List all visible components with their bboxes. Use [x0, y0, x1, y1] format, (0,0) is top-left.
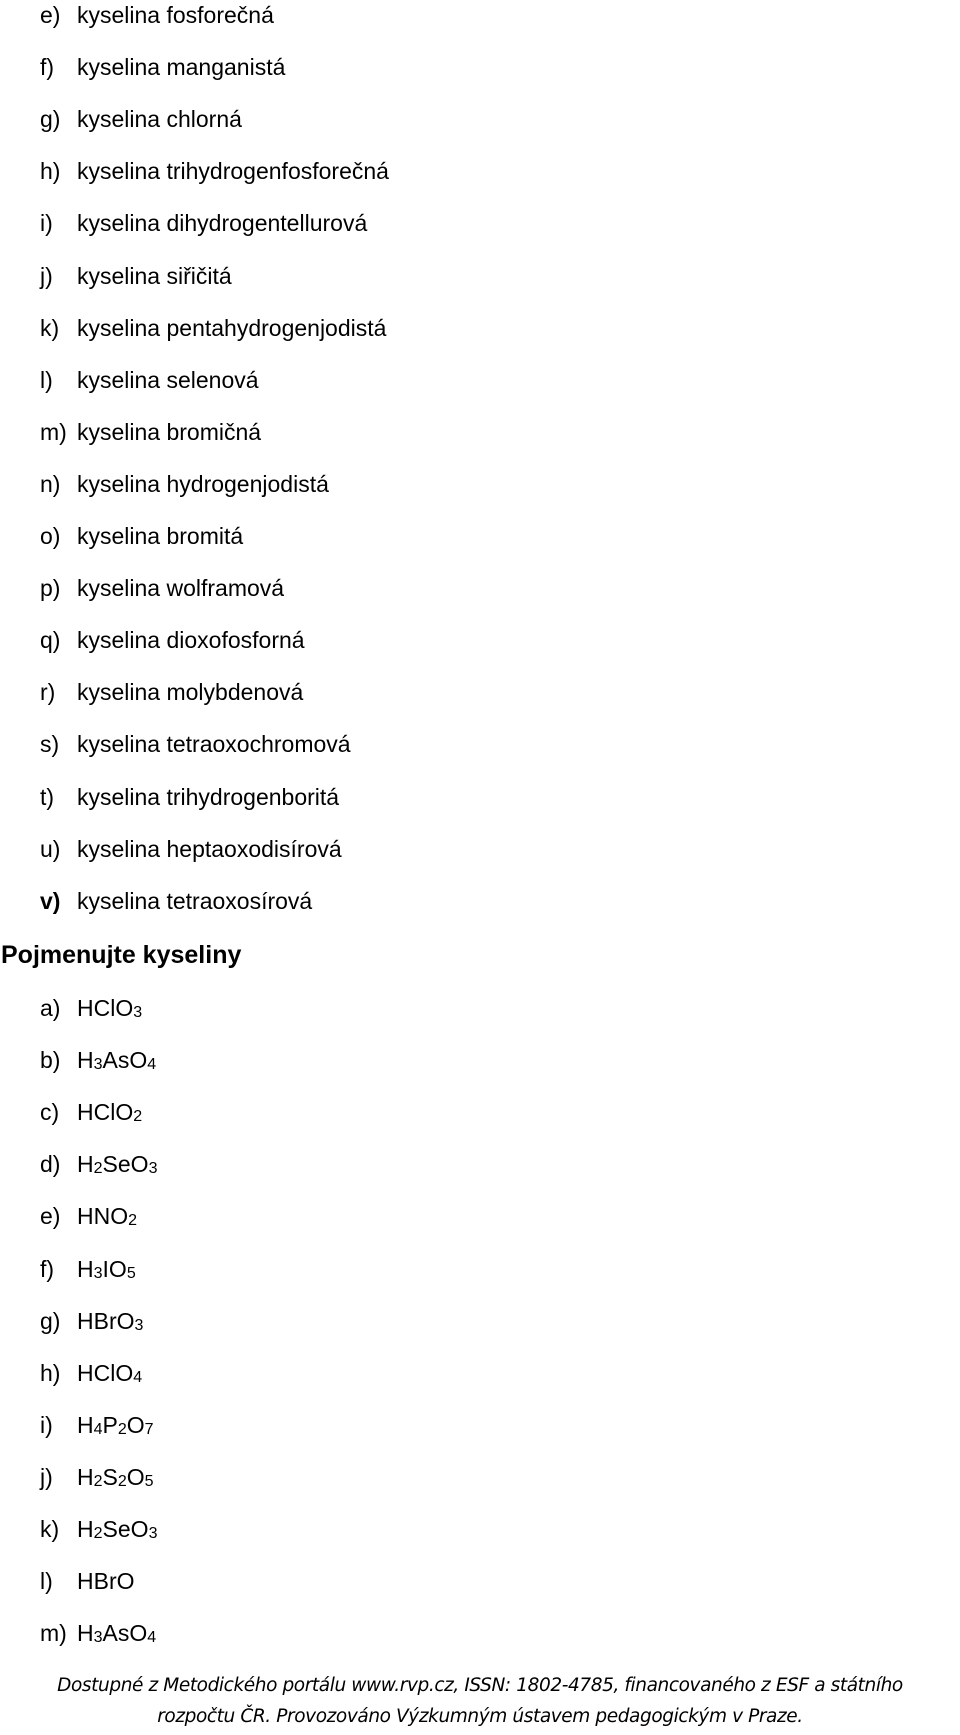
formula-subscript: 4 — [93, 1420, 103, 1438]
formula-subscript: 2 — [133, 1108, 143, 1126]
list-item — [40, 156, 389, 186]
formula-symbol: HBrO — [77, 1568, 135, 1595]
list-item — [40, 1045, 156, 1075]
formula-symbol: O — [126, 1463, 145, 1490]
item-letter: k) — [40, 314, 60, 341]
formula-subscript: 2 — [93, 1472, 103, 1490]
formula-subscript: 2 — [93, 1160, 103, 1178]
formula-symbol: HClO — [77, 995, 134, 1021]
formula-symbol: H — [77, 1463, 94, 1490]
item-letter: l) — [40, 1568, 53, 1595]
footer-line-1: Dostupné z Metodického portálu www.rvp.cz, ISSN: 1802-4785, financovaného z ESF a státního — [57, 1675, 903, 1696]
list-item — [40, 625, 305, 655]
acid-name: kyselina trihydrogenboritá — [77, 783, 340, 810]
item-letter: m) — [40, 418, 67, 445]
chemical-formula — [77, 1462, 154, 1497]
formula-symbol: H — [77, 1255, 94, 1282]
formula-subscript: 3 — [148, 1525, 158, 1542]
list-item — [40, 1254, 136, 1284]
formula-symbol: HClO — [77, 1099, 134, 1126]
chemical-formula — [77, 1149, 157, 1184]
acid-name: kyselina chlorná — [77, 106, 242, 133]
list-item — [40, 313, 386, 343]
item-letter: i) — [40, 210, 53, 237]
list-item — [40, 1149, 157, 1179]
item-letter: g) — [40, 1307, 61, 1334]
list-item — [40, 521, 243, 551]
list-item — [40, 886, 312, 916]
item-letter: a) — [40, 995, 61, 1021]
acid-name: kyselina fosforečná — [77, 2, 274, 28]
chemical-formula — [77, 1201, 137, 1236]
formula-subscript: 7 — [144, 1420, 154, 1438]
chemical-formula — [77, 1410, 154, 1445]
list-item — [40, 573, 284, 603]
formula-symbol: H — [77, 1151, 94, 1178]
item-letter: h) — [40, 1359, 61, 1386]
chemical-formula — [77, 1254, 136, 1289]
acid-name: kyselina hydrogenjodistá — [77, 470, 329, 497]
item-letter: i) — [40, 1411, 53, 1438]
list-item — [40, 1618, 156, 1648]
item-letter: f) — [40, 1255, 55, 1282]
item-letter: v) — [40, 887, 61, 914]
item-letter: c) — [40, 1099, 60, 1126]
item-letter: f) — [40, 54, 55, 81]
acid-name: kyselina dioxofosforná — [77, 627, 305, 654]
list-item — [40, 834, 342, 864]
item-letter: e) — [40, 1203, 61, 1230]
item-letter: u) — [40, 835, 61, 862]
formula-symbol: P — [102, 1411, 118, 1438]
item-letter: s) — [40, 731, 60, 758]
list-item — [40, 1306, 143, 1336]
formula-subscript: 3 — [148, 1160, 158, 1178]
chemical-formula — [77, 1566, 135, 1596]
list-item — [40, 993, 142, 1023]
acid-name: kyselina tetraoxochromová — [77, 731, 351, 758]
item-letter: d) — [40, 1151, 61, 1178]
formula-symbol: H — [77, 1516, 94, 1542]
list-item — [40, 1462, 154, 1492]
item-letter: b) — [40, 1047, 61, 1074]
item-letter: e) — [40, 2, 61, 28]
formula-symbol: AsO — [102, 1047, 148, 1074]
chemical-formula — [77, 1306, 143, 1341]
item-letter: o) — [40, 523, 61, 549]
page-footer — [0, 1670, 960, 1732]
item-letter: r) — [40, 679, 56, 706]
formula-symbol: H — [77, 1047, 94, 1074]
formula-subscript: 4 — [147, 1629, 157, 1647]
formula-subscript: 2 — [93, 1525, 103, 1542]
item-letter: l) — [40, 366, 53, 393]
formula-subscript: 5 — [144, 1472, 154, 1490]
formula-symbol: S — [102, 1463, 118, 1490]
formula-subscript: 2 — [117, 1472, 127, 1490]
acid-name: kyselina tetraoxosírová — [77, 887, 313, 914]
chemical-formula — [77, 1097, 142, 1132]
item-letter: m) — [40, 1620, 67, 1647]
list-item — [40, 729, 351, 759]
formula-subscript: 3 — [93, 1264, 103, 1282]
item-letter: j) — [40, 262, 53, 289]
list-item — [40, 1358, 142, 1388]
formula-symbol: HBrO — [77, 1307, 135, 1334]
acid-name: kyselina trihydrogenfosforečná — [77, 158, 389, 185]
formula-subscript: 4 — [133, 1368, 143, 1386]
item-letter: q) — [40, 627, 61, 654]
formula-symbol: AsO — [102, 1620, 148, 1647]
list-item — [40, 0, 274, 30]
list-item — [40, 417, 261, 447]
list-item — [40, 782, 339, 812]
acid-name: kyselina wolframová — [77, 575, 285, 602]
formula-symbol: H — [77, 1411, 94, 1438]
formula-subscript: 3 — [93, 1056, 103, 1074]
chemical-formula — [77, 1514, 157, 1549]
list-item — [40, 52, 285, 82]
chemical-formula — [77, 1045, 156, 1080]
formula-subscript: 5 — [126, 1264, 136, 1282]
section-heading: Pojmenujte kyseliny — [1, 941, 242, 969]
acid-name: kyselina molybdenová — [77, 679, 304, 706]
item-letter: g) — [40, 106, 61, 133]
item-letter: h) — [40, 158, 61, 185]
list-item — [40, 1514, 157, 1544]
formula-symbol: SeO — [102, 1516, 149, 1542]
formula-symbol: IO — [102, 1255, 127, 1282]
formula-symbol: HClO — [77, 1359, 134, 1386]
list-item — [40, 208, 367, 238]
list-item — [40, 261, 232, 291]
formula-symbol: H — [77, 1620, 94, 1647]
acid-name: kyselina pentahydrogenjodistá — [77, 314, 387, 341]
acid-name: kyselina dihydrogentellurová — [77, 210, 368, 237]
acid-name: kyselina bromitá — [77, 523, 244, 549]
list-item — [40, 1201, 137, 1231]
formula-subscript: 3 — [93, 1629, 103, 1647]
list-item — [40, 1097, 142, 1127]
chemical-formula — [77, 993, 142, 1028]
formula-subscript: 3 — [134, 1316, 144, 1334]
acid-name: kyselina heptaoxodisírová — [77, 835, 342, 862]
formula-subscript: 4 — [147, 1056, 157, 1074]
chemical-formula — [77, 1618, 156, 1653]
formula-subscript: 3 — [133, 1004, 143, 1021]
acid-name: kyselina siřičitá — [77, 262, 232, 289]
list-item — [40, 1566, 135, 1596]
item-letter: t) — [40, 783, 55, 810]
acid-name: kyselina bromičná — [77, 418, 262, 445]
list-item — [40, 104, 242, 134]
list-item — [40, 365, 259, 395]
item-letter: p) — [40, 575, 61, 602]
list-item — [40, 677, 303, 707]
item-letter: j) — [40, 1463, 53, 1490]
formula-subscript: 2 — [128, 1212, 138, 1230]
acid-name: kyselina manganistá — [77, 54, 286, 81]
acid-name: kyselina selenová — [77, 366, 259, 393]
list-item — [40, 469, 329, 499]
formula-subscript: 2 — [117, 1420, 127, 1438]
chemical-formula — [77, 1358, 142, 1393]
footer-line-2: rozpočtu ČR. Provozováno Výzkumným ústavem pedagogickým v Praze. — [157, 1706, 803, 1727]
list-item — [40, 1410, 154, 1440]
formula-symbol: O — [126, 1411, 145, 1438]
item-letter: k) — [40, 1516, 60, 1542]
formula-symbol: HNO — [77, 1203, 129, 1230]
item-letter: n) — [40, 470, 61, 497]
formula-symbol: SeO — [102, 1151, 149, 1178]
